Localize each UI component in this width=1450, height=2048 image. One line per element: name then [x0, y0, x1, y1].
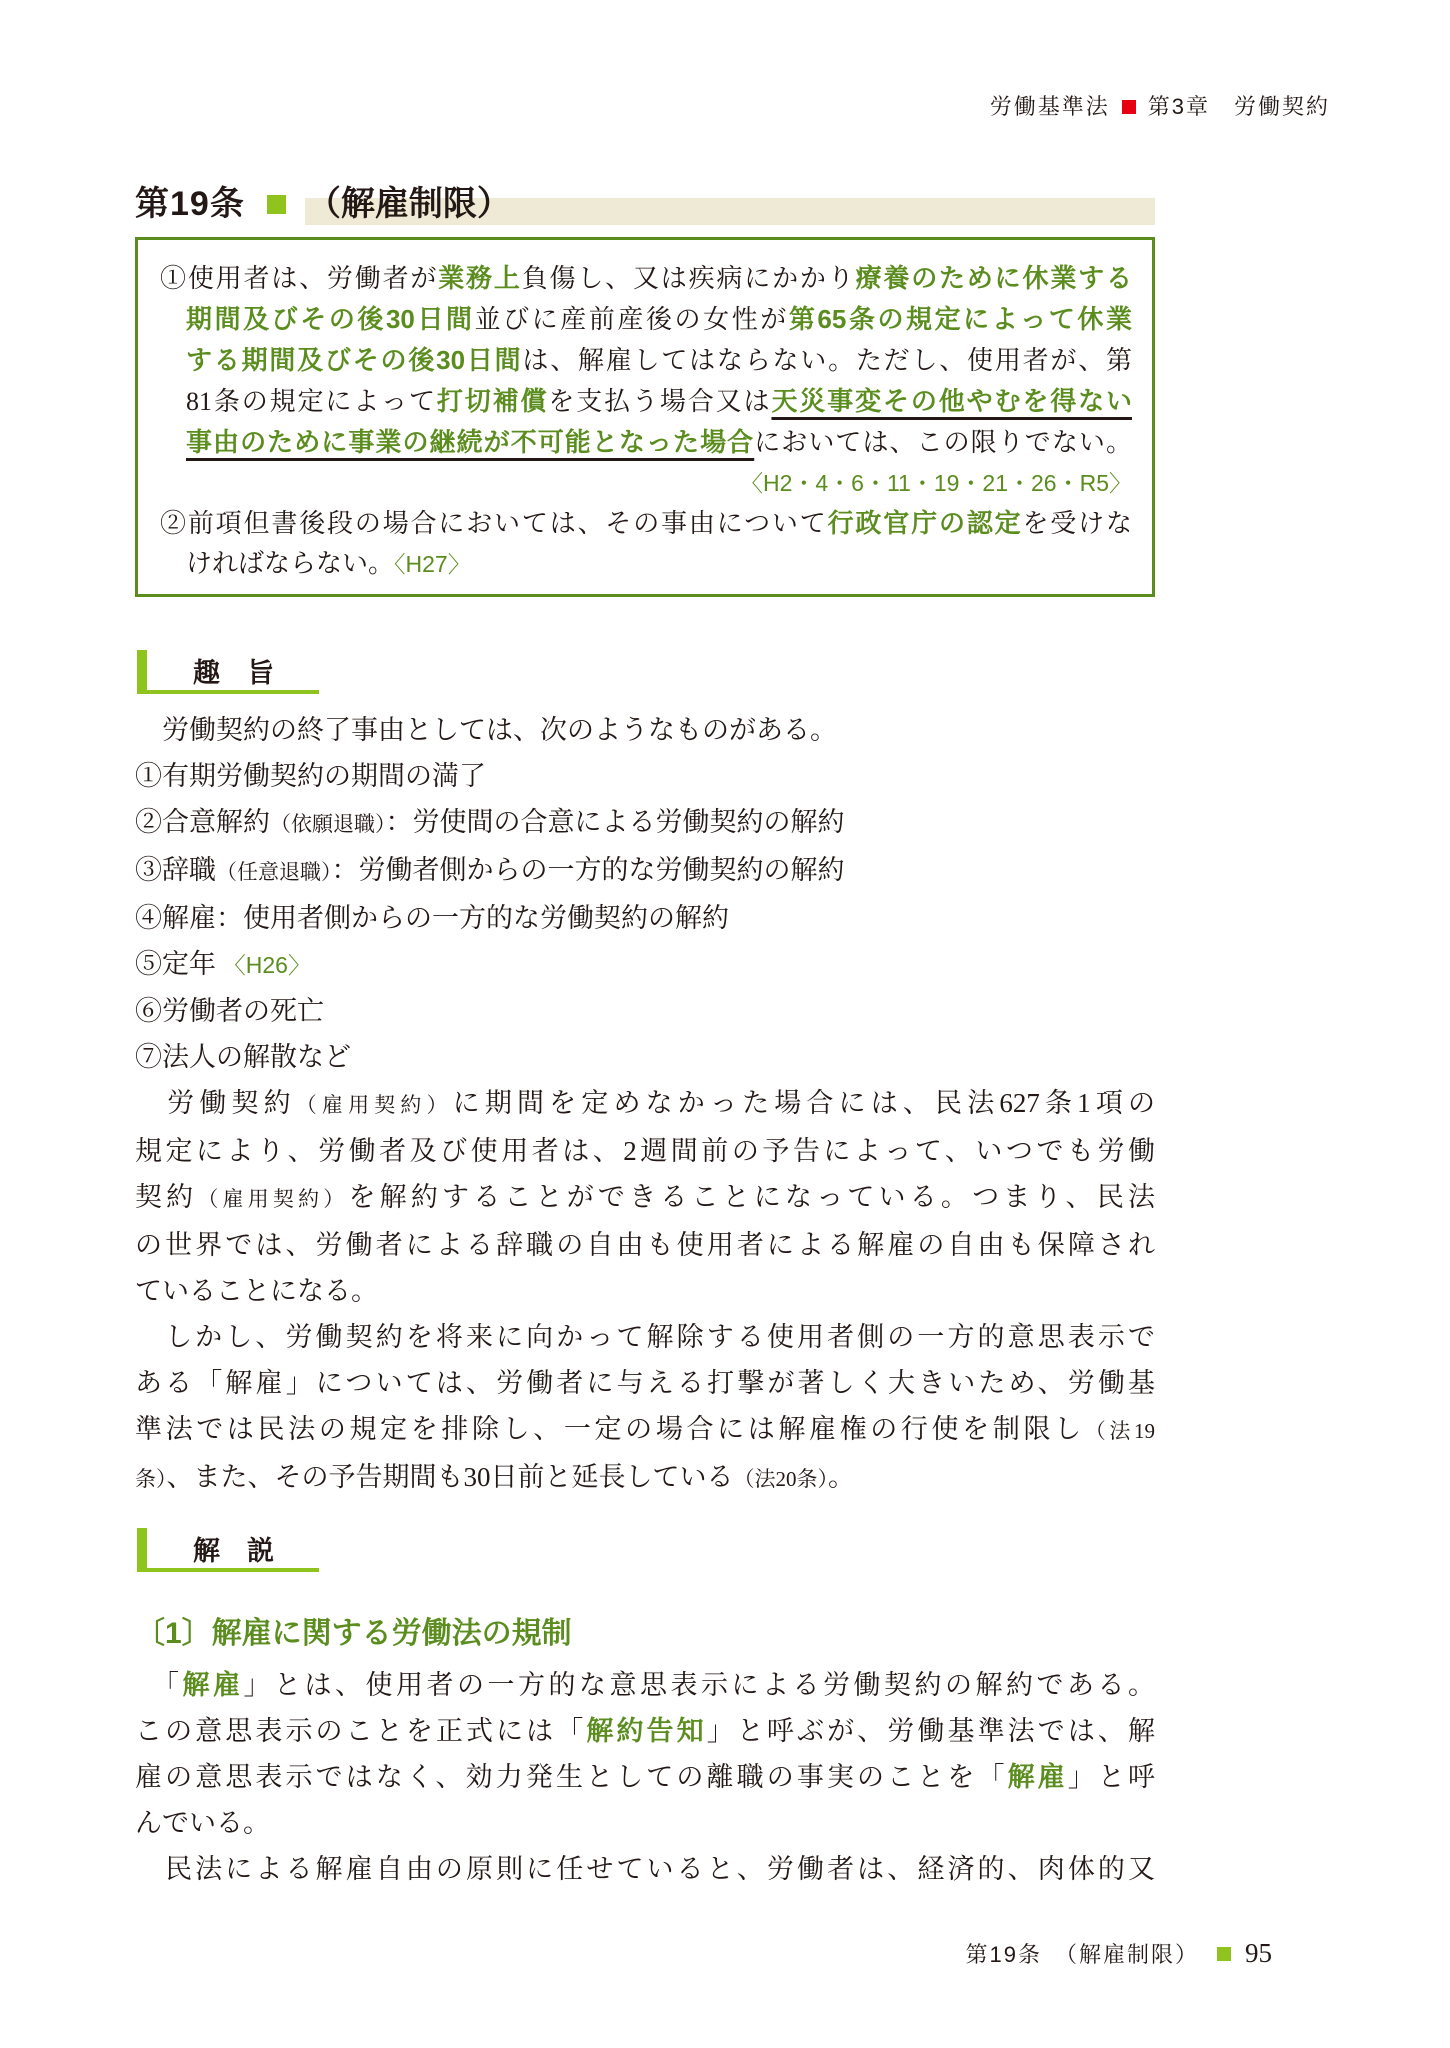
text-segment-normal: に期間を定めなかった場合には、民法627条1項の [452, 1088, 1155, 1118]
body-text-line [135, 1128, 1155, 1174]
text-segment-green-underline: 天災事変その他やむを得ない [771, 386, 1132, 416]
text-segment-green: 解雇 [182, 1670, 244, 1700]
text-segment-normal: 労働契約 [135, 1088, 296, 1118]
text-segment-normal: 並びに産前産後の女性が [474, 305, 789, 334]
text-segment-normal: 準法では民法の規定を排除し、一定の場合には解雇権の行使を制限し [135, 1414, 1085, 1444]
body-text-line [135, 988, 1155, 1034]
running-header [0, 90, 1330, 121]
text-segment-normal: ⑦法人の解散など [135, 1042, 351, 1072]
text-segment-normal: ⑤定年 [135, 949, 223, 979]
body-text-line [135, 1080, 1155, 1128]
text-segment-normal: ：労使間の合意による労働契約の解約 [385, 807, 845, 837]
text-segment-normal: ていることになる。 [135, 1276, 378, 1306]
header-chapter-title: 第3章 労働契約 [1147, 94, 1330, 119]
article-text-box [135, 237, 1155, 597]
article-text-line [160, 299, 1132, 340]
footer-article-label: 第19条 （解雇制限） [965, 1942, 1199, 1967]
text-segment-normal: 」とは、使用者の一方的な意思表示による労働契約の解約である。 [243, 1670, 1155, 1700]
section-heading-kaisetsu [135, 1526, 395, 1576]
body-text-line [135, 1800, 1155, 1846]
text-segment-normal: の世界では、労働者による辞職の自由も使用者による解雇の自由も保障され [135, 1230, 1155, 1260]
text-segment-normal: 、また、その予告期間も30日前と延長している [166, 1462, 734, 1492]
text-segment-normal: ②合意解約 [135, 807, 270, 837]
article-text-line [160, 381, 1132, 422]
text-segment-small: （雇用契約） [295, 1093, 453, 1117]
section-heading-shushi [135, 648, 395, 698]
page-number: 95 [1245, 1938, 1272, 1968]
body-text-line [135, 1454, 1155, 1502]
text-segment-note: 〈H2・4・6・11・19・21・26・R5〉 [739, 470, 1132, 496]
text-segment-normal: においては、この限りでない。 [754, 428, 1132, 457]
article-text-line [160, 422, 1132, 463]
text-segment-green: 行政官庁の認定 [827, 508, 1023, 538]
kaisetsu-body [135, 1662, 1155, 1892]
section-heading-label: 趣 旨 [193, 658, 274, 688]
text-segment-green: 解雇 [1007, 1762, 1068, 1792]
text-segment-normal: この意思表示のことを正式には「 [135, 1716, 587, 1746]
body-text-line [135, 1662, 1155, 1708]
body-text-line [135, 1846, 1155, 1892]
text-segment-small: （雇用契約） [197, 1187, 349, 1211]
text-segment-normal: 」と呼 [1067, 1762, 1155, 1792]
body-text-line [135, 895, 1155, 941]
text-segment-small: （法19 [1084, 1419, 1156, 1443]
shushi-body [135, 707, 1155, 1502]
text-segment-normal: ③辞職 [135, 855, 216, 885]
body-text-line [135, 941, 1155, 988]
text-segment-normal: を解約することができることになっている。つまり、民法 [348, 1182, 1156, 1212]
body-text-line [135, 1708, 1155, 1754]
text-segment-green: 打切補償 [436, 386, 549, 416]
section-heading-label: 解 説 [193, 1536, 274, 1566]
green-underline-rule [147, 690, 319, 694]
body-text-line [135, 753, 1155, 799]
text-segment-green: 期間及びその後30日間 [186, 304, 475, 334]
article-name: （解雇制限） [306, 185, 511, 223]
body-text-line [135, 1034, 1155, 1080]
text-segment-normal: ④解雇：使用者側からの一方的な労働契約の解約 [135, 903, 729, 933]
body-text-line [135, 1222, 1155, 1268]
text-segment-note: 〈H27〉 [394, 551, 471, 577]
text-segment-normal: 」と呼ぶが、労働基準法では、解 [706, 1716, 1156, 1746]
text-segment-normal: は、解雇してはならない。ただし、使用者が、第 [522, 346, 1132, 375]
text-segment-green: 業務上 [438, 263, 522, 293]
text-segment-normal: ある「解雇」については、労働者に与える打撃が著しく大きいため、労働基 [135, 1368, 1155, 1398]
text-segment-green-underline: 事由のために事業の継続が不可能となった場合 [186, 427, 755, 457]
green-bar-icon [137, 1528, 147, 1572]
article-title-text [135, 183, 1155, 225]
body-text-line [135, 1754, 1155, 1800]
text-segment-normal: 81条の規定によって [186, 387, 437, 416]
text-segment-normal: 「 [135, 1670, 183, 1700]
body-text-line [135, 1174, 1155, 1222]
text-segment-normal: 労働契約の終了事由としては、次のようなものがある。 [135, 715, 837, 745]
text-segment-green: 解約告知 [586, 1716, 707, 1746]
body-text-line [135, 1360, 1155, 1406]
article-title [135, 183, 1155, 227]
text-segment-normal: ：労働者側からの一方的な労働契約の解約 [331, 855, 845, 885]
text-segment-normal: 負傷し、又は疾病にかかり [521, 264, 856, 293]
body-text-line [135, 1268, 1155, 1314]
text-segment-normal: ければならない。 [186, 549, 395, 578]
text-segment-normal: を受けな [1022, 509, 1132, 538]
text-segment-normal: 契約 [135, 1182, 198, 1212]
article-number: 第19条 [135, 185, 245, 223]
body-text-line [135, 1314, 1155, 1360]
header-book-title: 労働基準法 [989, 94, 1110, 119]
text-segment-normal: 。 [828, 1462, 855, 1492]
red-square-icon [1122, 100, 1136, 114]
text-segment-normal: ②前項但書後段の場合においては、その事由について [160, 509, 828, 538]
article-text-line [160, 544, 1132, 584]
article-text-line [160, 258, 1132, 299]
body-text-line [135, 707, 1155, 753]
text-segment-green: する期間及びその後30日間 [186, 345, 523, 375]
text-segment-small: （任意退職） [216, 860, 332, 884]
article-text-line [160, 503, 1132, 544]
body-text-line [135, 1406, 1155, 1454]
body-text-line [135, 847, 1155, 895]
text-segment-normal: んでいる。 [135, 1808, 270, 1838]
text-segment-normal: ①有期労働契約の期間の満了 [135, 761, 486, 791]
green-bar-icon [137, 650, 147, 694]
green-underline-rule [147, 1568, 319, 1572]
text-segment-green: 第65条の規定によって休業 [788, 304, 1132, 334]
text-segment-normal: を支払う場合又は [548, 387, 772, 416]
text-segment-normal: 規定により、労働者及び使用者は、2週間前の予告によって、いつでも労働 [135, 1136, 1155, 1166]
body-text-line [135, 799, 1155, 847]
text-segment-normal: 民法による解雇自由の原則に任せていると、労働者は、経済的、肉体的又 [135, 1854, 1155, 1884]
article-text-line [160, 463, 1132, 503]
subsection-heading: 〔1〕解雇に関する労働法の規制 [135, 1617, 572, 1650]
article-text-line [160, 340, 1132, 381]
text-segment-normal: ⑥労働者の死亡 [135, 996, 324, 1026]
text-segment-normal: しかし、労働契約を将来に向かって解除する使用者側の一方的意思表示で [135, 1322, 1155, 1352]
text-segment-green: 療養のために休業する [855, 263, 1132, 293]
text-segment-small: 条） [135, 1467, 167, 1491]
text-segment-note: 〈H26〉 [222, 952, 311, 978]
green-square-icon [267, 195, 286, 214]
running-footer [966, 1938, 1272, 1969]
text-segment-normal: 雇の意思表示ではなく、効力発生としての離職の事実のことを「 [135, 1762, 1008, 1792]
text-segment-small: （依願退職） [270, 812, 386, 836]
green-square-icon [1217, 1947, 1231, 1961]
text-segment-small: （法20条） [733, 1467, 828, 1491]
text-segment-normal: ①使用者は、労働者が [160, 264, 439, 293]
